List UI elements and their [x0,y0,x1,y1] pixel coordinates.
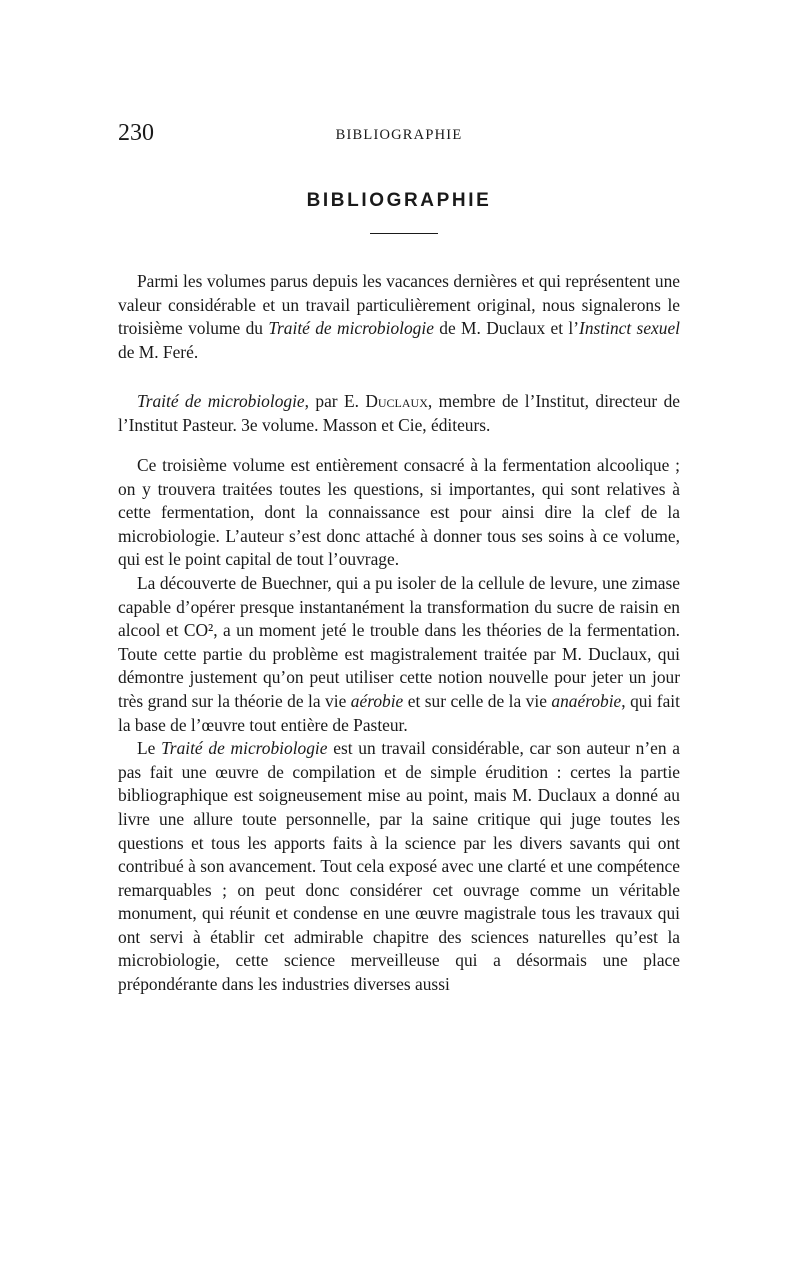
citation-author: Duclaux [365,391,428,411]
page-number: 230 [118,120,154,146]
paragraph-2 [118,572,680,737]
running-title: BIBLIOGRAPHIE [335,127,463,143]
intro-text-1: Parmi les volumes parus depuis les vacances dernières et qui représentent une valeur considérable et un travail particulièrement original, nous signalerons le troisième volume du [118,271,680,339]
p3-text-1: Le [137,738,162,759]
intro-text-3: de M. Feré. [118,341,199,362]
paragraph-1: Ce troisième volume est entièrement consacré à la fermentation alcoolique ; on y trouvera traitées toutes les questions, si importantes, qui sont relatives à cette fermentation, dont la connaissance est pour ainsi dire la clef de la microbiologie. L’auteur s’est donc attaché à donner tous ses soins à ce volume, qui est le point capital de tout l’ouvrage. [118,455,680,570]
p2-term-aerobie: aérobie [350,690,404,711]
intro-book-title-1: Traité de microbiologie [268,318,434,339]
p2-term-anaerobie: anaérobie [551,690,622,711]
review-body [118,454,680,997]
intro-paragraph [118,270,680,364]
p2-text-3: , qui fait la base de l’œuvre tout entière de Pasteur. [118,690,680,735]
book-citation [118,390,680,437]
citation-text [118,390,680,437]
intro-book-title-2: Instinct sexuel [579,318,680,339]
citation-by: , par E. [304,391,366,411]
intro-text-2: de M. Duclaux et l’ [433,318,580,339]
p2-text-2: et sur celle de la vie [403,690,552,711]
section-title: BIBLIOGRAPHIE [306,190,492,211]
p3-book-title: Traité de microbiologie [161,738,328,759]
citation-title: Traité de microbiologie [137,391,305,411]
running-head [118,118,680,148]
p2-text-1: La découverte de Buechner, qui a pu isoler de la cellule de levure, une zimase capable d’opérer presque instantanément la transformation du sucre de raisin en alcool et CO², a un moment jeté le trouble dans les théories de la fermentation. Toute cette partie du problème est magistralement traitée par M. Duclaux, qui démontre justement qu’on peut utiliser cette notion nouvelle pour jeter un jour très grand sur la théorie de la vie [118,572,680,711]
title-rule [370,233,438,234]
intro-text [118,270,680,364]
paragraph-3 [118,737,680,997]
p3-text-2: est un travail considérable, car son auteur n’en a pas fait une œuvre de compilation et de simple érudition : certes la partie bibliographique est soigneusement mise au point, mais M. Duclaux a donné au livre une allure toute personnelle, par la saine critique qui juge toutes les questions et tous les apports faits à la science par les divers savants qui ont contribué à son avancement. Tout cela exposé avec une clarté et une compétence remarquables ; on peut donc considérer cet ouvrage comme un véritable monument, qui réunit et condense en une œuvre magistrale tous les travaux qui ont servi à établir cet admirable chapitre des sciences naturelles qu’est la microbiologie, cette science merveilleuse qui a désormais une place prépondérante dans les industries diverses aussi [118,738,680,995]
citation-details: , membre de l’Institut, directeur de l’Institut Pasteur. 3e volume. Masson et Cie, éditeurs. [118,391,680,435]
